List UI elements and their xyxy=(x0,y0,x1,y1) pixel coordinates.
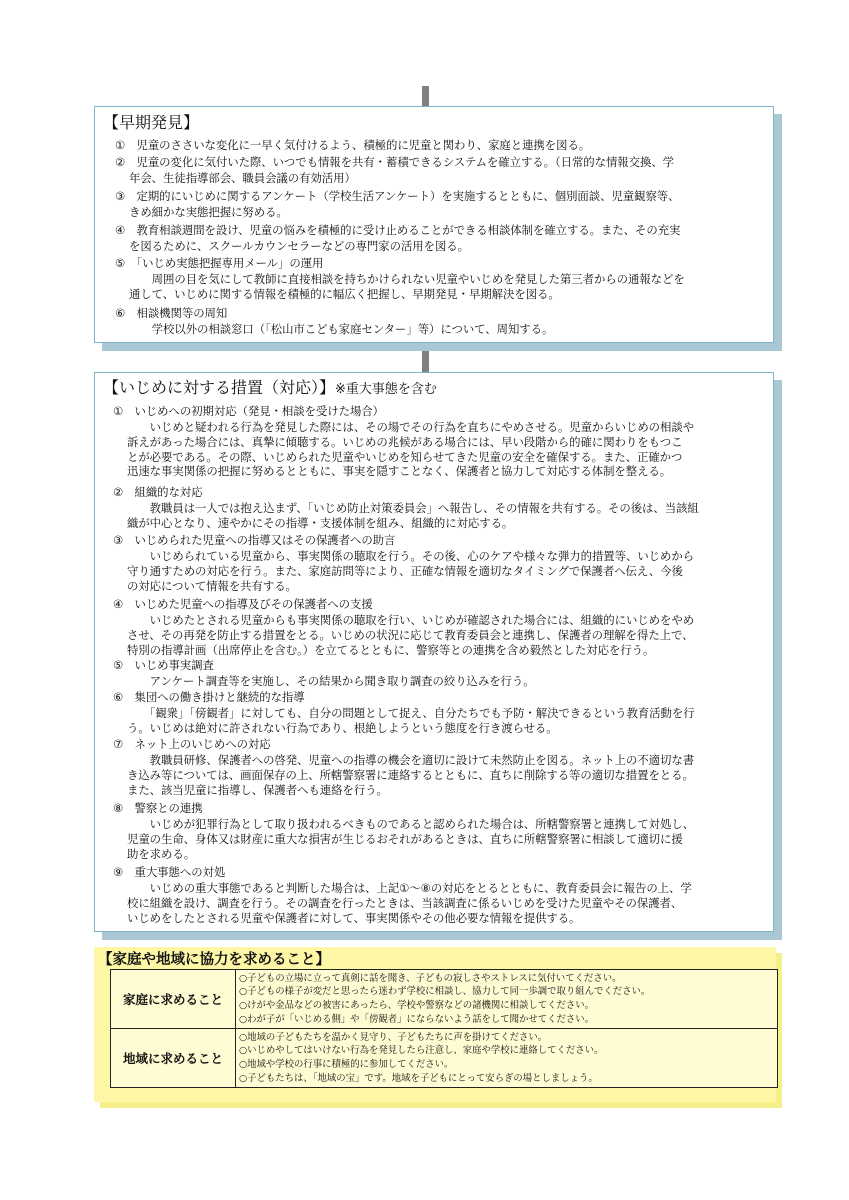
early-item-4-body: を図るために、スクールカウンセラーなどの専門家の活用を図る。 xyxy=(129,239,469,253)
early-item-2-head: ② 児童の変化に気付いた際、いつでも情報を共有・蓄積できるシステムを確立する。（日常的な情報交換、学 xyxy=(115,155,675,169)
measure-item-7-body: 教職員研修、保護者への啓発、児童への指導の機会を適切に設けて未然防止を図る。ネット上の不適切な書 き込み等については、画面保存の上、所轄警察署に連絡するとともに、直ちに削除する等の適切な措置をとる。 また、該当児童に指導し、保護者へも連絡を行う。 xyxy=(127,753,695,797)
home-line-1: ○子どもの立場に立って真剣に話を聞き、子どもの寂しさやストレスに気付いてください。 xyxy=(239,972,622,984)
table-row-home xyxy=(111,970,778,1029)
home-line-4: ○わが子が「いじめる側」や「傍観者」にならないよう話をして聞かせてください。 xyxy=(239,1013,595,1025)
early-item-3-body: きめ細かな実態把握に努める。 xyxy=(129,205,288,219)
measure-item-3-body: いじめられている児童から、事実関係の聴取を行う。その後、心のケアや様々な弾力的措置等、いじめから 守り通すための対応を行う。また、家庭訪問等により、正確な情報を適切なタイミングで保護者へ伝え、今後 の対応について情報を共有する。 xyxy=(127,549,695,593)
measure-item-8-head: ⑧ 警察との連携 xyxy=(113,801,203,815)
measures-title xyxy=(103,378,437,400)
early-detection-panel xyxy=(94,106,774,343)
measure-item-2-body: 教職員は一人では抱え込まず、「いじめ防止対策委員会」へ報告し、その情報を共有する。その後は、当該組 織が中心となり、速やかにその指導・支援体制を組み、組織的に対応する。 xyxy=(127,501,699,530)
measure-item-3-head: ③ いじめられた児童への指導又はその保護者への助言 xyxy=(113,533,396,547)
measure-item-4-body: いじめたとされる児童からも事実関係の聴取を行い、いじめが確認された場合には、組織的にいじめをやめ させ、その再発を防止する措置をとる。いじめの状況に応じて教育委員会と連携し、保護者の理解を得た上で、 特別の指導計画（出席停止を含む。）を立てるとともに、警察等との連携を含め毅然とした対応を行う。 xyxy=(127,613,695,657)
community-line-3: ○地域や学校の行事に積極的に参加してください。 xyxy=(239,1059,454,1070)
table-row-community xyxy=(111,1029,778,1088)
community-line-1: ○地域の子どもたちを温かく見守り、子どもたちに声を掛けてください。 xyxy=(239,1031,548,1043)
early-item-4-head: ④ 教育相談週間を設け、児童の悩みを積極的に受け止めることができる相談体制を確立する。また、その充実 xyxy=(115,223,681,237)
measure-item-4-head: ④ いじめた児童への指導及びその保護者への支援 xyxy=(113,597,373,611)
early-item-6-body: 学校以外の相談窓口（「松山市こども家庭センター」等）について、周知する。 xyxy=(129,322,554,336)
measure-item-5-head: ⑤ いじめ事実調査 xyxy=(113,658,214,672)
early-item-1-head: ① 児童のささいな変化に一早く気付けるよう、積極的に児童と関わり、家庭と連携を図る。 xyxy=(115,138,591,152)
early-item-5-head: ⑤ 「いじめ実態把握専用メール」の運用 xyxy=(115,256,324,270)
community-line-4: ○子どもたちは、「地域の宝」です。地域を子どもにとって安らぎの場としましょう。 xyxy=(239,1072,598,1084)
home-line-3: ○けがや金品などの被害にあったら、学校や警察などの諸機関に相談してください。 xyxy=(239,1000,594,1011)
early-item-2-body: 年会、生徒指導部会、職員会議の有効活用） xyxy=(129,171,356,185)
measure-item-9-body: いじめの重大事態であると判断した場合は、上記①～⑧の対応をとるとともに、教育委員会に報告の上、学 校に組織を設け、調査を行う。その調査を行ったときは、当該調査に係るいじめを受けた児童やその保護者、 いじめをしたとされる児童や保護者に対して、事実関係やその他必要な情報を提供する。 xyxy=(127,881,692,925)
home-lines xyxy=(236,970,778,1029)
measure-item-2-head: ② 組織的な対応 xyxy=(113,485,203,499)
community-title: 【家庭や地域に協力を求めること】 xyxy=(98,952,330,968)
measures-title-main: 【いじめに対する措置（対応）】 xyxy=(103,378,336,397)
community-label: 地域に求めること xyxy=(111,1029,236,1088)
top-connector xyxy=(422,86,429,106)
middle-connector xyxy=(422,349,429,372)
measure-item-6-head: ⑥ 集団への働き掛けと継続的な指導 xyxy=(113,690,305,704)
community-line-2: ○いじめやしてはいけない行為を発見したら注意し、家庭や学校に連絡してください。 xyxy=(239,1045,604,1057)
measures-title-note: ※重大事態を含む xyxy=(335,382,437,397)
community-table xyxy=(110,969,778,1088)
measure-item-5-body: アンケート調査等を実施し、その結果から聞き取り調査の絞り込みを行う。 xyxy=(127,674,535,688)
measure-item-6-body: 「観衆」「傍観者」に対しても、自分の問題として捉え、自分たちでも予防・解決できるという教育活動を行 う。いじめは絶対に許されない行為であり、根絶しようという態度を行き渡らせる。 xyxy=(127,706,695,735)
early-detection-title: 【早期発見】 xyxy=(103,113,200,132)
home-line-2: ○子どもの様子が変だと思ったら迷わず学校に相談し、協力して同一歩調で取り組んでください。 xyxy=(239,986,651,998)
early-item-6-head: ⑥ 相談機関等の周知 xyxy=(115,306,228,320)
measure-item-1-body: いじめと疑われる行為を発見した際には、その場でその行為を直ちにやめさせる。児童からいじめの相談や 訴えがあった場合には、真摯に傾聴する。いじめの兆候がある場合には、早い段階から的確に関わりをもつこ とが必要である。その際、いじめられた児童やいじめを知らせてきた児童の安全を確保する。また、正確かつ 迅速な事実関係の把握に努めるとともに、事実を隠すことなく、保護者と協力して対応する体制を整える。 xyxy=(127,420,695,479)
measure-item-1-head: ① いじめへの初期対応（発見・相談を受けた場合） xyxy=(113,404,384,418)
measure-item-8-body: いじめが犯罪行為として取り扱われるべきものであると認められた場合は、所轄警察署と連携して対処し、 児童の生命、身体又は財産に重大な損害が生じるおそれがあるときは、直ちに所轄警察署に相談して適切に援 助を求める。 xyxy=(127,817,695,861)
measure-item-9-head: ⑨ 重大事態への対処 xyxy=(113,865,226,879)
measures-panel xyxy=(94,372,774,932)
community-lines xyxy=(236,1029,778,1088)
early-item-3-head: ③ 定期的にいじめに関するアンケート（学校生活アンケート）を実施するとともに、個別面談、児童観察等、 xyxy=(115,189,680,203)
measure-item-7-head: ⑦ ネット上のいじめへの対応 xyxy=(113,737,271,751)
home-label: 家庭に求めること xyxy=(111,970,236,1029)
early-item-5-body: 周囲の目を気にして教師に直接相談を持ちかけられない児童やいじめを発見した第三者からの通報などを 通して、いじめに関する情報を積極的に幅広く把握し、早期発見・早期解決を図る。 xyxy=(129,272,685,301)
